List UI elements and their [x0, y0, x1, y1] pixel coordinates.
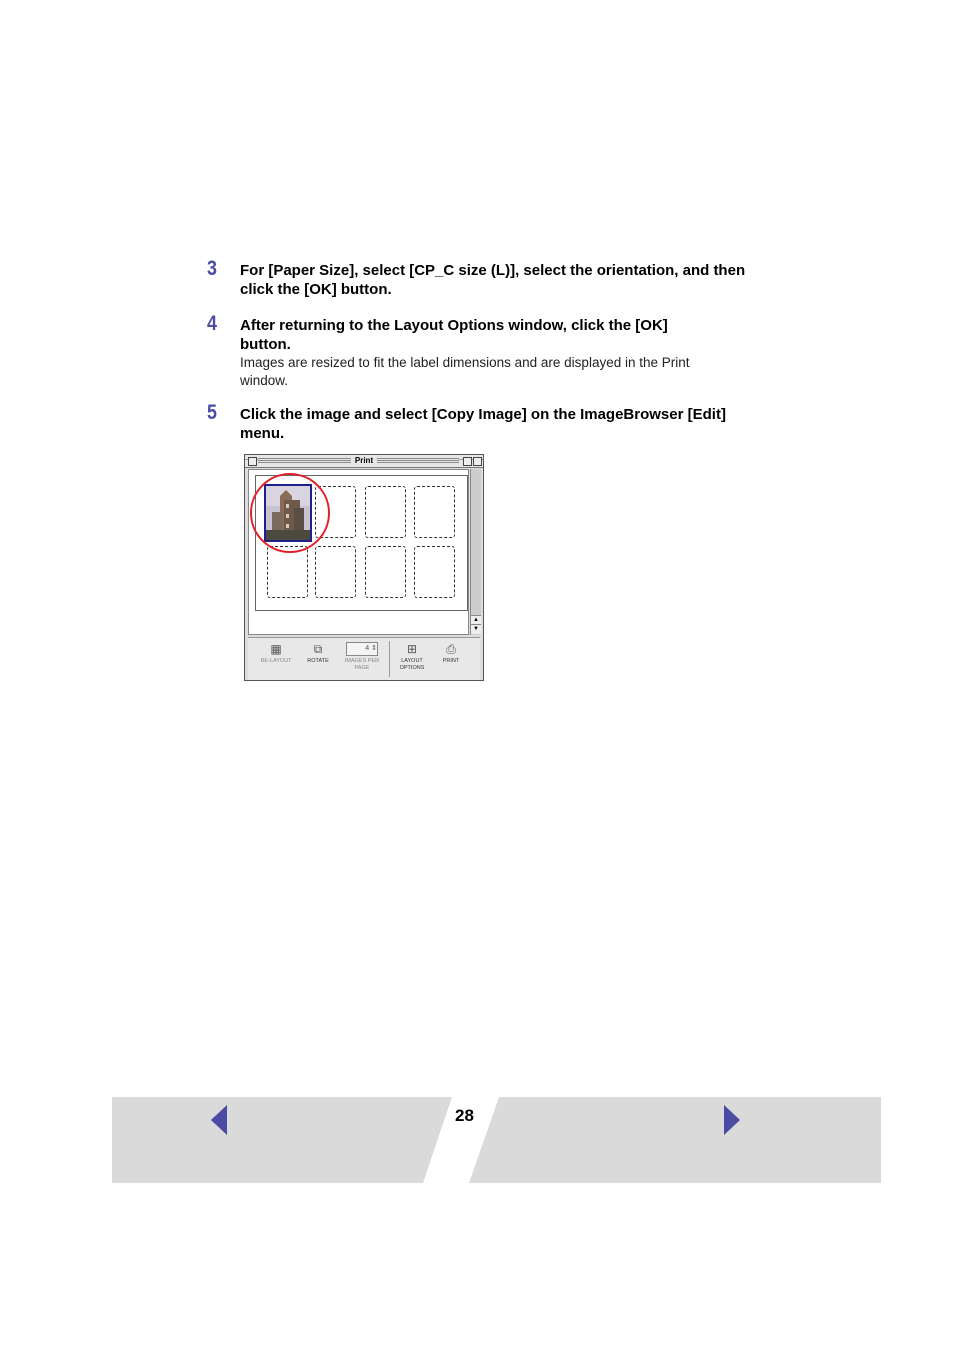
collapse-box-icon[interactable]: [473, 457, 482, 466]
vertical-scrollbar[interactable]: [470, 469, 481, 635]
zoom-box-icon[interactable]: [463, 457, 472, 466]
relayout-icon: ▦: [270, 642, 282, 656]
print-window-titlebar: [245, 455, 483, 468]
layout-options-icon: ⊞: [406, 642, 418, 656]
empty-slot[interactable]: [414, 486, 455, 538]
step-number: 5: [207, 401, 217, 424]
window-title: Print: [351, 455, 377, 467]
layout-options-button[interactable]: ⊞ LAYOUT OPTIONS: [399, 642, 425, 671]
print-button[interactable]: ⎙ PRINT: [442, 642, 460, 664]
close-box-icon[interactable]: [248, 457, 257, 466]
print-toolbar: [248, 637, 480, 680]
empty-slot[interactable]: [414, 546, 455, 598]
print-icon: ⎙: [446, 642, 456, 656]
step-number: 3: [207, 257, 217, 280]
step-body: Images are resized to fit the label dimensions and are displayed in the Print window.: [240, 355, 690, 388]
relayout-button[interactable]: ▦ RE-LAYOUT: [260, 642, 292, 664]
empty-slot[interactable]: [365, 546, 406, 598]
highlight-circle: [250, 473, 330, 553]
empty-slot[interactable]: [365, 486, 406, 538]
print-window: [244, 454, 484, 681]
step-heading: After returning to the Layout Options window, click the [OK] button.: [240, 317, 668, 353]
scroll-up-icon[interactable]: ▲: [471, 615, 481, 625]
empty-slot[interactable]: [267, 546, 308, 598]
page-number: 28: [455, 1106, 474, 1125]
step-number: 4: [207, 312, 217, 335]
rotate-icon: ⧉: [313, 642, 323, 656]
step-heading: Click the image and select [Copy Image] on the ImageBrowser [Edit] menu.: [240, 406, 726, 442]
rotate-button[interactable]: ⧉ ROTATE: [307, 642, 329, 664]
scroll-down-icon[interactable]: ▼: [471, 624, 481, 634]
empty-slot[interactable]: [315, 546, 356, 598]
step-heading: For [Paper Size], select [CP_C size (L)], select the orientation, and then click the [OK] button.: [240, 262, 746, 298]
footer-bar: [112, 1097, 881, 1183]
images-per-page-control[interactable]: 4 ⇕ IMAGES PER PAGE: [342, 642, 382, 672]
images-per-page-icon: 4 ⇕: [346, 642, 378, 656]
